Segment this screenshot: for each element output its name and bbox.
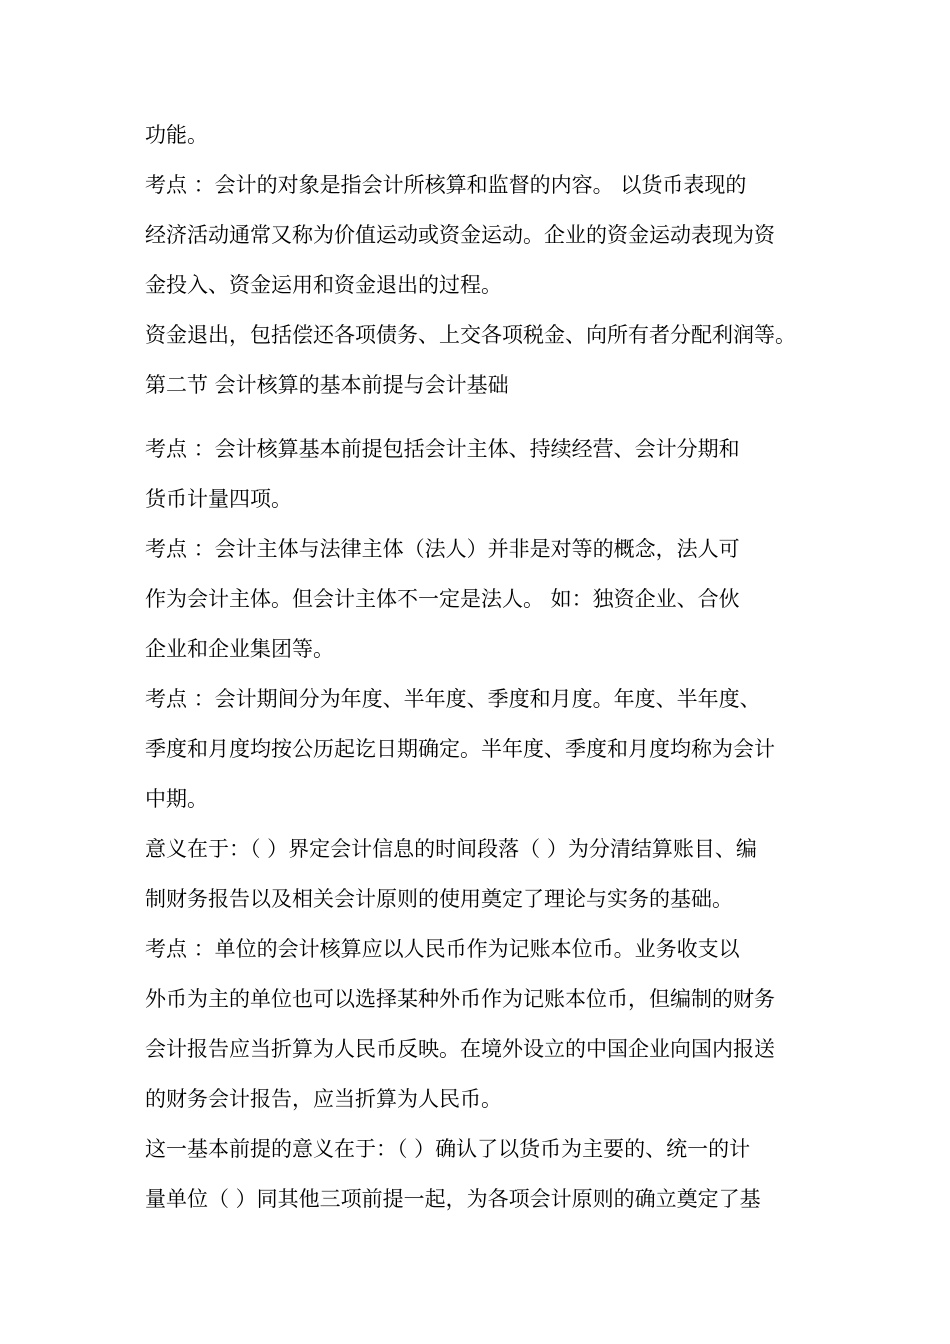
text-line: 这一基本前提的意义在于：（ ）确认了以货币为主要的、统一的计 (145, 1137, 751, 1161)
text-line: 考点 ：会计的对象是指会计所核算和监督的内容。 以货币表现的 (145, 173, 747, 197)
text-line: 的财务会计报告，应当折算为人民币。 (145, 1087, 502, 1111)
text-line: 考点 ：会计核算基本前提包括会计主体、持续经营、会计分期和 (145, 437, 740, 461)
text-line: 货币计量四项。 (145, 487, 292, 511)
text-line: 制财务报告以及相关会计原则的使用奠定了理论与实务的基础。 (145, 887, 733, 911)
text-line: 意义在于：（ ）界定会计信息的时间段落（ ）为分清结算账目、编 (145, 837, 757, 861)
text-line: 会计报告应当折算为人民币反映。在境外设立的中国企业向国内报送 (145, 1037, 775, 1061)
text-line: 考点 ：会计期间分为年度、半年度、季度和月度。年度、半年度、 (145, 687, 761, 711)
text-line: 作为会计主体。但会计主体不一定是法人。 如：独资企业、合伙 (145, 587, 740, 611)
text-line: 企业和企业集团等。 (145, 637, 334, 661)
text-line: 考点 ：单位的会计核算应以人民币作为记账本位币。业务收支以 (145, 937, 740, 961)
text-line: 资金退出，包括偿还各项债务、上交各项税金、向所有者分配利润等。 (145, 323, 796, 347)
text-line: 量单位（ ）同其他三项前提一起，为各项会计原则的确立奠定了基 (145, 1187, 761, 1211)
text-line: 金投入、资金运用和资金退出的过程。 (145, 273, 502, 297)
text-line: 经济活动通常又称为价值运动或资金运动。企业的资金运动表现为资 (145, 223, 775, 247)
text-line: 外币为主的单位也可以选择某种外币作为记账本位币，但编制的财务 (145, 987, 775, 1011)
text-line: 考点 ：会计主体与法律主体（法人）并非是对等的概念，法人可 (145, 537, 740, 561)
text-line: 季度和月度均按公历起讫日期确定。半年度、季度和月度均称为会计 (145, 737, 775, 761)
text-line: 中期。 (145, 787, 208, 811)
text-line: 功能。 (145, 123, 208, 147)
section-heading: 第二节 会计核算的基本前提与会计基础 (145, 373, 509, 397)
